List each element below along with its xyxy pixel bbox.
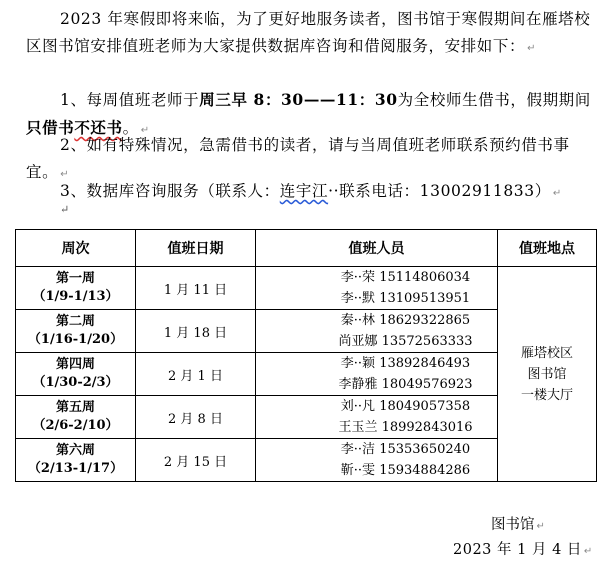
item-3-mid-text: ··联系电话： xyxy=(328,182,420,200)
week-name: 第四周 xyxy=(55,357,95,372)
table-header-row xyxy=(16,230,597,267)
item-1-rule-borrow: 只借书 xyxy=(26,118,75,137)
week-name: 第六周 xyxy=(55,443,95,458)
item-2-text: 2、如有特殊情况，急需借书的读者，请与当周值班老师联系预约借书事宜。 xyxy=(26,136,570,181)
item-1-rule-noreturn: 不还书 xyxy=(74,118,123,137)
staff-entry: 李··颖 13892846493 xyxy=(340,356,471,371)
item-1-text: 1、每周值班老师于 xyxy=(60,91,200,109)
location-line: 一楼大厅 xyxy=(520,387,573,403)
signature-date-text: 2023 年 1 月 4 日 xyxy=(453,542,582,558)
week-cell xyxy=(16,439,136,482)
staff-entry: 李··洁 15353650240 xyxy=(340,442,471,457)
intro-text: 2023 年寒假即将来临，为了更好地服务读者，图书馆于寒假期间在雁塔校区图书馆安排值班老师为大家提供数据库咨询和借阅服务，安排如下： xyxy=(26,10,591,55)
staff-entry: 秦··林 18629322865 xyxy=(340,313,471,328)
item-3-end: ） xyxy=(534,182,551,200)
date-cell: 2 月 15 日 xyxy=(136,439,256,482)
staff-cell xyxy=(256,310,498,353)
header-staff: 值班人员 xyxy=(256,230,498,267)
staff-entry: 靳··雯 15934884286 xyxy=(340,463,471,478)
staff-entry: 刘··凡 18049057358 xyxy=(340,399,471,414)
paragraph-mark-icon: ↵ xyxy=(527,43,536,54)
staff-cell xyxy=(256,396,498,439)
week-cell xyxy=(16,310,136,353)
intro-paragraph xyxy=(26,6,596,62)
staff-entry: 王玉兰 18992843016 xyxy=(338,420,473,435)
location-line: 雁塔校区 xyxy=(520,345,573,361)
date-cell: 1 月 18 日 xyxy=(136,310,256,353)
paragraph-mark-icon: ↵ xyxy=(536,521,545,532)
empty-paragraph-mark-icon: ↵ xyxy=(60,203,70,216)
header-date: 值班日期 xyxy=(136,230,256,267)
week-cell xyxy=(16,396,136,439)
week-name: 第一周 xyxy=(55,271,95,286)
paragraph-mark-icon: ↵ xyxy=(552,188,562,199)
staff-entry: 李··荣 15114806034 xyxy=(340,270,471,285)
week-range: （1/30-2/3） xyxy=(32,375,119,390)
week-range: （2/13-1/17） xyxy=(27,461,124,476)
location-cell xyxy=(498,267,597,482)
header-location: 值班地点 xyxy=(498,230,597,267)
staff-entry: 李··默 13109513951 xyxy=(340,291,471,306)
item-3-text: 3、数据库咨询服务（联系人： xyxy=(60,182,280,200)
header-week: 周次 xyxy=(16,230,136,267)
location-line: 图书馆 xyxy=(527,366,567,382)
date-cell: 1 月 11 日 xyxy=(136,267,256,310)
item-3-paragraph xyxy=(26,178,596,207)
date-cell: 2 月 1 日 xyxy=(136,353,256,396)
staff-cell xyxy=(256,439,498,482)
signature-org xyxy=(491,513,545,534)
week-cell xyxy=(16,267,136,310)
date-cell: 2 月 8 日 xyxy=(136,396,256,439)
week-name: 第五周 xyxy=(55,400,95,415)
paragraph-mark-icon: ↵ xyxy=(140,125,150,136)
contact-phone: 13002911833 xyxy=(419,182,535,200)
item-1-mid-text: 为全校师生借书，假期期间 xyxy=(397,91,591,109)
week-range: （2/6-2/10） xyxy=(32,418,119,433)
contact-name: 连宇江 xyxy=(279,182,329,200)
week-name: 第二周 xyxy=(55,314,95,329)
item-1-end: 。 xyxy=(122,119,139,137)
week-cell xyxy=(16,353,136,396)
paragraph-mark-icon: ↵ xyxy=(583,546,593,557)
week-range: （1/9-1/13） xyxy=(32,289,119,304)
signature-date xyxy=(453,538,592,559)
item-1-time: 周三早 8：30——11：30 xyxy=(199,90,398,109)
staff-entry: 李静雅 18049576923 xyxy=(338,377,473,392)
table-row xyxy=(16,267,597,310)
staff-entry: 尚亚娜 13572563333 xyxy=(338,334,473,349)
duty-schedule-table xyxy=(15,229,597,482)
signature-org-text: 图书馆 xyxy=(491,517,535,533)
paragraph-mark-icon: ↵ xyxy=(60,169,69,180)
staff-cell xyxy=(256,267,498,310)
week-range: （1/16-1/20） xyxy=(27,332,124,347)
staff-cell xyxy=(256,353,498,396)
